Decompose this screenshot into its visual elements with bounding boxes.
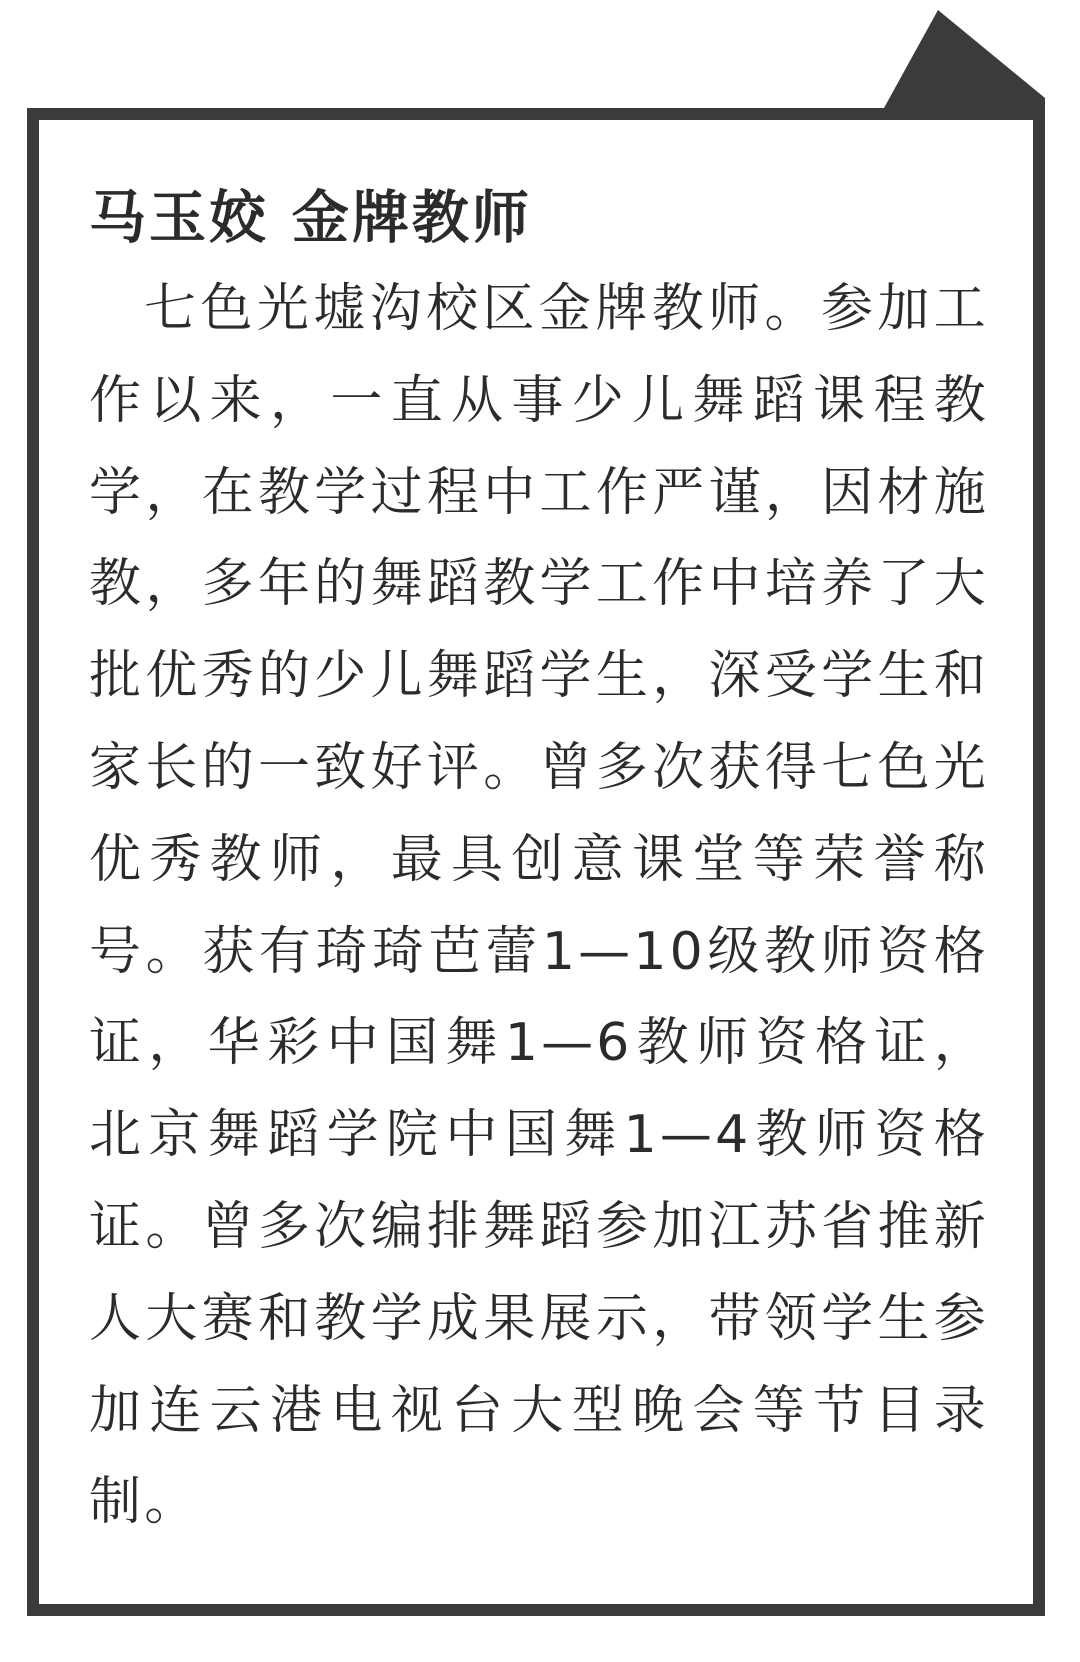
triangle-tab-shape <box>884 10 1045 108</box>
card-content <box>89 178 989 1549</box>
teacher-bio: 七色光墟沟校区金牌教师。参加工作以来，一直从事少儿舞蹈课程教学，在教学过程中工作严谨，因材施教，多年的舞蹈教学工作中培养了大批优秀的少儿舞蹈学生，深受学生和家长的一致好评。曾多次获得七色光优秀教师，最具创意课堂等荣誉称号。获有琦琦芭蕾1—10级教师资格证，华彩中国舞1—6教师资格证，北京舞蹈学院中国舞1—4教师资格证。曾多次编排舞蹈参加江苏省推新人大赛和教学成果展示，带领学生参加连云港电视台大型晚会等节目录制。 <box>89 279 989 1533</box>
teacher-title: 马玉姣 金牌教师 <box>89 185 532 251</box>
